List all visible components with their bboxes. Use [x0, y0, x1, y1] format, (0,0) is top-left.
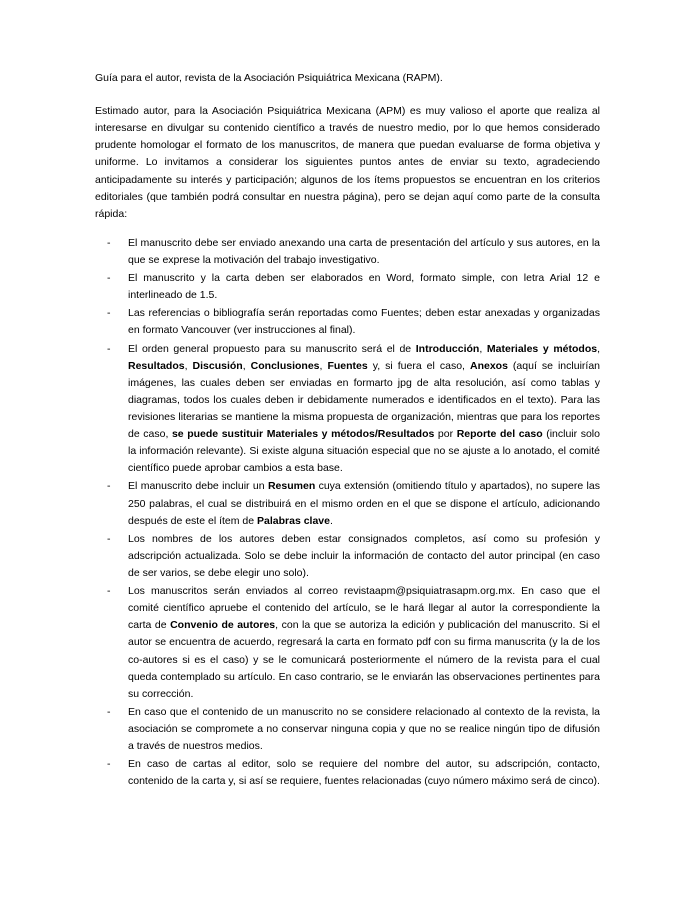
list-item [95, 235, 600, 269]
list-item-text: El manuscrito debe ser enviado anexando una carta de presentación del artículo y sus autores, en la que se exprese la motivación del trabajo investigativo. [128, 236, 600, 266]
list-bullet-marker: - [107, 307, 111, 320]
list-item [95, 305, 600, 339]
list-item-text: El manuscrito debe incluir un Resumen cuya extensión (omitiendo título y apartados), no supere las 250 palabras, el cual se distribuirá en el mismo orden en el que se dispone el artículo, adicionando después de este el ítem de Palabras clave. [128, 480, 600, 527]
list-item [95, 270, 600, 304]
list-bullet-marker: - [107, 532, 111, 545]
list-item [95, 341, 600, 478]
intro-paragraph: Estimado autor, para la Asociación Psiquiátrica Mexicana (APM) es muy valioso el aporte que realiza al interesarse en divulgar su contenido científico a través de nuestro medio, por lo que hemos considerado prudente homologar el formato de los manuscritos, de manera que puedan evaluarse de forma objetiva y uniforme. Lo invitamos a considerar los siguientes puntos antes de enviar su texto, agradeciendo anticipadamente su interés y participación; algunos de los ítems propuestos se encuentran en los criterios editoriales (que también podrá consultar en nuestra página), pero se dejan aquí como parte de la consulta rápida: [95, 105, 600, 220]
list-item [95, 704, 600, 755]
list-item-text: El manuscrito y la carta deben ser elaborados en Word, formato simple, con letra Arial 12 e interlineado de 1.5. [128, 272, 600, 302]
list-bullet-marker: - [107, 758, 111, 771]
list-item [95, 531, 600, 582]
list-item [95, 756, 600, 790]
list-bullet-marker: - [107, 705, 111, 718]
list-item [95, 478, 600, 529]
list-item-text: Los nombres de los autores deben estar consignados completos, así como su profesión y adscripción actualizada. Solo se debe incluir la información de contacto del autor principal (en caso de ser varios, se debe elegir uno solo). [128, 532, 600, 579]
list-item [95, 583, 600, 703]
list-bullet-marker: - [107, 342, 111, 355]
list-item-text: Las referencias o bibliografía serán reportadas como Fuentes; deben estar anexadas y organizadas en formato Vancouver (ver instrucciones al final). [128, 307, 600, 337]
list-bullet-marker: - [107, 236, 111, 249]
list-item-text: El orden general propuesto para su manuscrito será el de Introducción, Materiales y métodos, Resultados, Discusión, Conclusiones, Fuentes y, si fuera el caso, Anexos (aquí se incluirían imágenes, las cuales deben ser enviadas en formarto jpg de alta resolución, así como tablas y diagramas, todos los cuales deben ir debidamente numerados e identificados en el texto). Para las revisiones literarias se mantiene la misma propuesta de organización, mientras que para los reportes de caso, se puede sustituir Materiales y métodos/Resultados por Reporte del caso (incluir solo la información relevante). Si existe alguna situación especial que no se ajuste a lo anotado, el comité científico puede aprobar cambios a esta base. [128, 342, 600, 475]
list-item-text: En caso que el contenido de un manuscrito no se considere relacionado al contexto de la revista, la asociación se compromete a no conservar ninguna copia y que no se realice ningún tipo de difusión a través de nuestros medios. [128, 705, 600, 753]
list-item-text: En caso de cartas al editor, solo se requiere del nombre del autor, su adscripción, contacto, contenido de la carta y, si así se requiere, fuentes relacionadas (cuyo número máximo será de cinco). [128, 758, 600, 788]
list-bullet-marker: - [107, 272, 111, 285]
guidelines-list [95, 235, 600, 791]
document-body [95, 70, 600, 790]
document-title-line: Guía para el autor, revista de la Asociación Psiquiátrica Mexicana (RAPM). [95, 72, 443, 84]
list-item-text: Los manuscritos serán enviados al correo revistaapm@psiquiatrasapm.org.mx. En caso que el comité científico apruebe el contenido del artículo, se le hará llegar al autor la correspondiente la carta de Convenio de autores, con la que se autoriza la edición y publicación del manuscrito. Si el autor se encuentra de acuerdo, regresará la carta en formato pdf con su firma manuscrita (y la de los co-autores si es el caso) y se le comunicará posteriormente el número de la revista para el cual queda contemplado su artículo. En caso contrario, se le enviarán las observaciones pertinentes para su corrección. [128, 585, 600, 700]
list-bullet-marker: - [107, 585, 111, 598]
list-bullet-marker: - [107, 480, 111, 493]
